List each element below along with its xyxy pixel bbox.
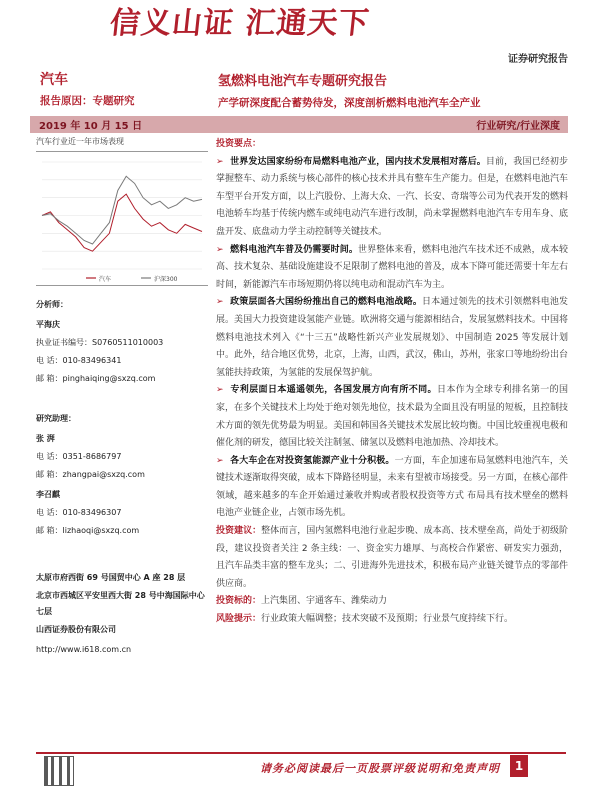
assistant-heading: 研究助理： (36, 414, 76, 423)
key-point-4: ➢ 专利层面日本遥遥领先，各国发展方向有所不同。日本作为全球专利排名第一的国家，在多个关键技术上均处于绝对领先地位，技术最为全面且没有明显的短板，且控制技术方面的领先优势最为明显。美国和韩国各关键技术发展比较均衡。中国比较重视电极和催化剂的研发，德国比较关注制氢、储氢以及燃料电池加热、冷却技术。 (216, 382, 568, 452)
assistant-block (36, 412, 145, 538)
analyst-name: 平海庆 (36, 320, 60, 329)
report-date: 2019 年 10 月 15 日 (39, 121, 143, 132)
company-address-2: 北京市西城区平安里西大街 28 号中海国际中心七层 (36, 591, 205, 616)
chart-series-line-2 (42, 176, 202, 244)
arrow-bullet-icon: ➢ (216, 244, 224, 255)
date-bar (30, 116, 568, 133)
chart-title: 汽车行业近一年市场表现 (36, 137, 124, 146)
analyst-license: 执业证书编号：S0760511010003 (36, 338, 164, 347)
analyst-phone: 电 话：010-83496341 (36, 356, 122, 365)
report-reason: 报告原因：专题研究 (40, 95, 135, 107)
company-name: 山西证券股份有限公司 (36, 625, 116, 634)
key-point-3: ➢ 政策层面各大国纷纷推出自己的燃料电池战略。日本通过领先的技术引领燃料电池发展。美国大力投资建设氢能产业链。欧洲将交通与能源相结合，发展氢燃料技术。中国将燃料电池技术列入《“十三五”战略性新兴产业发展规划》、中国制造 2025 等发展计划中。此外，结合地区优势，北京，上海，山西，武汉，佛山，苏州，张家口等地纷纷出台氢能扶持政策，为氢能的发展保驾护航。 (216, 294, 568, 382)
key-point-5: ➢ 各大车企在对投资氢能源产业十分积极。一方面，车企加速布局氢燃料电池汽车，关键技术逐渐取得突破，成本下降路径明显，未来有望被市场接受。另一方面，在核心部件领域，越来越多的车企开始通过兼收并购或者股权投资等方式 布局具有技术壁垒的燃料电池产业链企业，占领市场先机。 (216, 453, 568, 523)
brand-slogan-part1: 信义山证 (108, 6, 236, 41)
left-column (36, 136, 208, 286)
analyst-heading: 分析师： (36, 300, 68, 309)
company-website[interactable]: http://www.i618.com.cn (36, 645, 132, 654)
analyst-email[interactable]: 邮 箱：pinghaiqing@sxzq.com (36, 374, 156, 383)
risk-warning: 风险提示：行业政策大幅调整；技术突破不及预期；行业景气度持续下行。 (216, 614, 514, 625)
report-title: 氢燃料电池汽车专题研究报告 (218, 74, 388, 89)
assistant2-phone: 电 话：010-83496307 (36, 508, 122, 517)
company-block (36, 570, 206, 658)
arrow-bullet-icon: ➢ (216, 297, 224, 308)
chart-legend-label: 汽车 (99, 276, 112, 283)
arrow-bullet-icon: ➢ (216, 156, 224, 167)
key-points-heading: 投资要点： (216, 139, 262, 149)
analyst-block (36, 298, 163, 386)
report-type: 证券研究报告 (508, 54, 568, 65)
report-category: 行业研究/行业深度 (476, 121, 560, 132)
arrow-bullet-icon: ➢ (216, 385, 224, 396)
key-point-2: ➢ 燃料电池汽车普及仍需要时间。世界整体来看，燃料电池汽车技术还不成熟，成本较高、技术复杂、基础设施建设不足限制了燃料电池的普及，成本下降可能还需要十年左右时间，新能源汽车市场短期仍将以纯电动和混动汽车为主。 (216, 242, 568, 295)
brand-slogan (107, 0, 442, 48)
main-body (216, 136, 568, 629)
investment-advice: 投资建议：整体而言，国内氢燃料电池行业起步晚、成本高、技术壁垒高，尚处于初级阶段，建议投资者关注 2 条主线：一、资金实力雄厚、与高校合作紧密、研发实力强劲，且汽车品类丰富的整车龙头；二、引进海外先进技术，积极布局产业链关键节点的零部件供应商。 (216, 526, 568, 589)
key-point-1: ➢ 世界发达国家纷纷布局燃料电池产业，国内技术发展相对落后。目前，我国已经初步掌握整车、动力系统与核心部件的核心技术并具有整车生产能力。但是，在燃料电池汽车车型平台开发方面，以上汽股份、上海大众、一汽、长安、奇瑞等公司为代表开发的燃料电池轿车均基于传统内燃车或纯电动汽车进行改制，尚未掌握燃料电池汽车专用车身、底盘开发、底盘动力学主动控制等关键技术。 (216, 154, 568, 242)
market-chart-svg (36, 152, 208, 287)
assistant2-name: 李召麒 (36, 490, 60, 499)
footer-divider (36, 752, 566, 754)
assistant1-name: 张 湃 (36, 434, 55, 443)
assistant2-email[interactable]: 邮 箱：lizhaoqi@sxzq.com (36, 526, 140, 535)
assistant1-phone: 电 话：0351-8686797 (36, 452, 122, 461)
qr-code-icon (44, 756, 74, 786)
footer-disclaimer: 请务必阅读最后一页股票评级说明和免责声明 (260, 762, 500, 775)
chart-legend-label: 沪深300 (154, 276, 178, 283)
industry-label: 汽车 (40, 72, 68, 88)
assistant1-email[interactable]: 邮 箱：zhangpai@sxzq.com (36, 470, 145, 479)
chart-series-line-1 (42, 194, 202, 251)
market-chart (36, 151, 208, 286)
report-subtitle: 产学研深度配合蓄势待发，深度剖析燃料电池汽车全产业 (218, 97, 481, 109)
investment-targets: 投资标的：上汽集团、宇通客车、潍柴动力 (216, 596, 388, 607)
company-address-1: 太原市府西街 69 号国贸中心 A 座 28 层 (36, 573, 186, 582)
page-number: 1 (510, 755, 528, 777)
brand-slogan-part2: 汇通天下 (243, 6, 372, 41)
arrow-bullet-icon: ➢ (216, 455, 224, 466)
